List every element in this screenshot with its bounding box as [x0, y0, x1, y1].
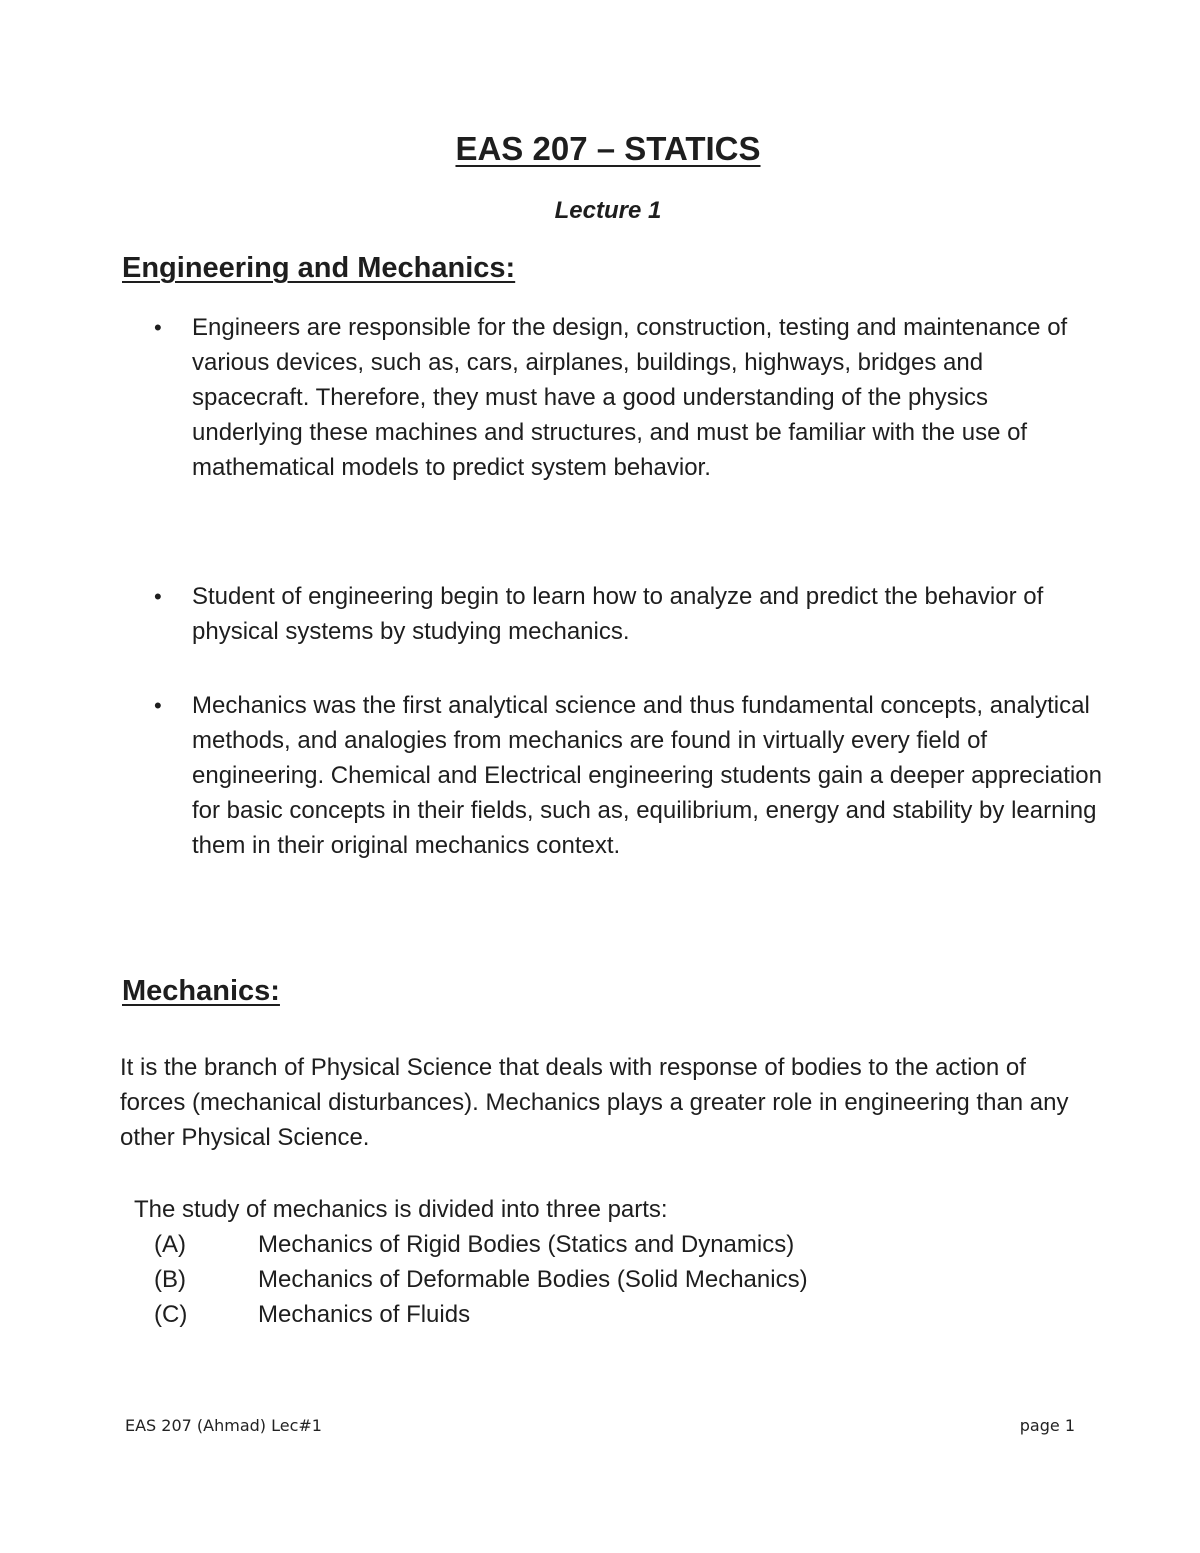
- part-description: Mechanics of Deformable Bodies (Solid Mechanics): [258, 1266, 808, 1293]
- bullet-text: Student of engineering begin to learn how to analyze and predict the behavior of physical systems by studying mechanics.: [192, 583, 1044, 645]
- bullet-dot-icon: •: [154, 693, 162, 718]
- mechanics-definition-paragraph: It is the branch of Physical Science that deals with response of bodies to the action of forces (mechanical disturbances). Mechanics plays a greater role in engineering than any other Physical Science.: [120, 1054, 1069, 1151]
- parts-intro-text: The study of mechanics is divided into three parts:: [134, 1196, 668, 1223]
- part-description: Mechanics of Rigid Bodies (Statics and Dynamics): [258, 1231, 795, 1258]
- part-letter: (B): [154, 1266, 186, 1293]
- part-letter: (A): [154, 1231, 186, 1258]
- bullet-text: Engineers are responsible for the design, construction, testing and maintenance of various devices, such as, cars, airplanes, buildings, highways, bridges and spacecraft. Therefore, they must have a good understanding of the physics underlying these machines and structures, and must be familiar with the use of mathematical models to predict system behavior.: [192, 314, 1068, 481]
- section-heading-mechanics: Mechanics:: [122, 975, 280, 1007]
- bullet-dot-icon: •: [154, 315, 162, 340]
- part-description: Mechanics of Fluids: [258, 1301, 471, 1328]
- bullet-dot-icon: •: [154, 584, 162, 609]
- document-title: EAS 207 – STATICS: [455, 130, 761, 167]
- footer-page-number: page 1: [1019, 1416, 1075, 1435]
- section-heading-engineering-mechanics: Engineering and Mechanics:: [122, 252, 516, 284]
- footer-course-label: EAS 207 (Ahmad) Lec#1: [125, 1416, 322, 1435]
- part-letter: (C): [154, 1301, 188, 1328]
- lecture-subtitle: Lecture 1: [554, 197, 662, 224]
- bullet-text: Mechanics was the first analytical science and thus fundamental concepts, analytical methods, and analogies from mechanics are found in virtually every field of engineering. Chemical and Electrical engineering students gain a deeper appreciation for basic concepts in their fields, such as, equilibrium, energy and stability by learning them in their original mechanics context.: [192, 692, 1102, 859]
